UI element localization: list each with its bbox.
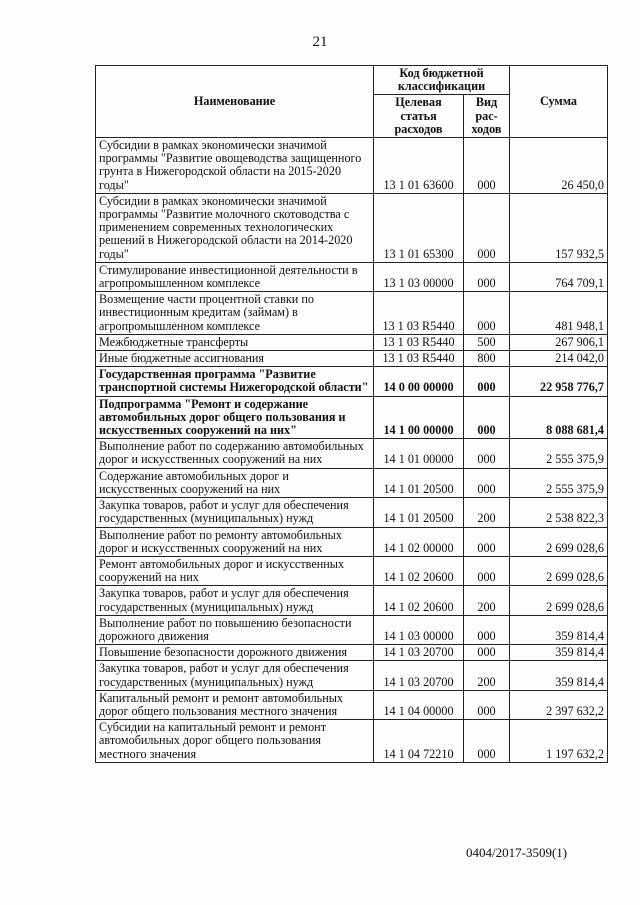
cell-name: Стимулирование инвестиционной деятельности в агропромышленном комплексе (96, 262, 374, 291)
cell-target-article: 14 1 00 00000 (374, 396, 464, 439)
cell-target-article: 13 1 03 R5440 (374, 292, 464, 335)
cell-target-article: 13 1 03 00000 (374, 262, 464, 291)
cell-expense-type: 500 (464, 334, 510, 350)
cell-name: Подпрограмма "Ремонт и содержание автомобильных дорог общего пользования и искусственных сооружений на них" (96, 396, 374, 439)
table-row (96, 292, 608, 335)
cell-amount: 2 699 028,6 (510, 586, 608, 615)
table-row (96, 645, 608, 661)
table-row (96, 367, 608, 396)
table-row (96, 262, 608, 291)
cell-amount: 26 450,0 (510, 138, 608, 194)
cell-amount: 2 555 375,9 (510, 468, 608, 497)
cell-amount: 2 699 028,6 (510, 527, 608, 556)
cell-amount: 481 948,1 (510, 292, 608, 335)
table-row (96, 661, 608, 690)
header-expense-type: Вид рас-ходов (464, 95, 510, 138)
cell-name: Выполнение работ по содержанию автомобильных дорог и искусственных сооружений на них (96, 439, 374, 468)
cell-amount: 1 197 632,2 (510, 720, 608, 763)
cell-amount: 267 906,1 (510, 334, 608, 350)
cell-amount: 22 958 776,7 (510, 367, 608, 396)
cell-target-article: 14 1 04 72210 (374, 720, 464, 763)
cell-target-article: 14 1 01 20500 (374, 468, 464, 497)
cell-expense-type: 000 (464, 262, 510, 291)
cell-amount: 2 397 632,2 (510, 690, 608, 719)
table-row (96, 439, 608, 468)
cell-name: Субсидии на капитальный ремонт и ремонт автомобильных дорог общего пользования местного значения (96, 720, 374, 763)
cell-amount: 359 814,4 (510, 661, 608, 690)
cell-name: Повышение безопасности дорожного движения (96, 645, 374, 661)
cell-name: Иные бюджетные ассигнования (96, 351, 374, 367)
cell-expense-type: 000 (464, 720, 510, 763)
cell-amount: 8 088 681,4 (510, 396, 608, 439)
cell-expense-type: 000 (464, 645, 510, 661)
cell-name: Межбюджетные трансферты (96, 334, 374, 350)
cell-amount: 157 932,5 (510, 193, 608, 262)
cell-target-article: 14 1 01 20500 (374, 498, 464, 527)
cell-name: Закупка товаров, работ и услуг для обеспечения государственных (муниципальных) нужд (96, 661, 374, 690)
cell-target-article: 14 1 03 00000 (374, 615, 464, 644)
table-row (96, 498, 608, 527)
cell-amount: 2 538 822,3 (510, 498, 608, 527)
table-row (96, 138, 608, 194)
cell-name: Субсидии в рамках экономически значимой программы "Развитие молочного скотоводства с применением современных технологических решений в Нижегородской области на 2014-2020 годы" (96, 193, 374, 262)
cell-name: Капитальный ремонт и ремонт автомобильных дорог общего пользования местного значения (96, 690, 374, 719)
cell-expense-type: 000 (464, 292, 510, 335)
cell-target-article: 13 1 03 R5440 (374, 351, 464, 367)
table-row (96, 615, 608, 644)
cell-name: Содержание автомобильных дорог и искусственных сооружений на них (96, 468, 374, 497)
cell-name: Субсидии в рамках экономически значимой программы "Развитие овощеводства защищенного грунта в Нижегородской области на 2015-2020 годы" (96, 138, 374, 194)
cell-amount: 359 814,4 (510, 645, 608, 661)
table-row (96, 556, 608, 585)
cell-amount: 2 699 028,6 (510, 556, 608, 585)
cell-name: Выполнение работ по повышению безопасности дорожного движения (96, 615, 374, 644)
header-name: Наименование (96, 66, 374, 138)
cell-name: Возмещение части процентной ставки по инвестиционным кредитам (займам) в агропромышленном комплексе (96, 292, 374, 335)
page-number: 21 (312, 34, 328, 50)
cell-target-article: 14 1 02 20600 (374, 586, 464, 615)
table-row (96, 690, 608, 719)
cell-expense-type: 200 (464, 498, 510, 527)
table-row (96, 720, 608, 763)
cell-amount: 764 709,1 (510, 262, 608, 291)
cell-amount: 359 814,4 (510, 615, 608, 644)
cell-amount: 2 555 375,9 (510, 439, 608, 468)
table-row (96, 193, 608, 262)
cell-name: Выполнение работ по ремонту автомобильных дорог и искусственных сооружений на них (96, 527, 374, 556)
cell-name: Ремонт автомобильных дорог и искусственных сооружений на них (96, 556, 374, 585)
cell-target-article: 13 1 01 63600 (374, 138, 464, 194)
cell-name: Закупка товаров, работ и услуг для обеспечения государственных (муниципальных) нужд (96, 498, 374, 527)
cell-target-article: 14 1 02 00000 (374, 527, 464, 556)
cell-expense-type: 200 (464, 586, 510, 615)
cell-expense-type: 000 (464, 138, 510, 194)
cell-target-article: 14 1 03 20700 (374, 645, 464, 661)
header-amount: Сумма (510, 66, 608, 138)
cell-expense-type: 000 (464, 193, 510, 262)
cell-expense-type: 000 (464, 439, 510, 468)
cell-target-article: 13 1 01 65300 (374, 193, 464, 262)
document-code: 0404/2017-3509(1) (466, 845, 568, 860)
cell-name: Государственная программа "Развитие транспортной системы Нижегородской области" (96, 367, 374, 396)
cell-expense-type: 000 (464, 468, 510, 497)
cell-name: Закупка товаров, работ и услуг для обеспечения государственных (муниципальных) нужд (96, 586, 374, 615)
cell-expense-type: 000 (464, 367, 510, 396)
cell-target-article: 14 1 02 20600 (374, 556, 464, 585)
table-row (96, 334, 608, 350)
cell-target-article: 14 1 04 00000 (374, 690, 464, 719)
cell-expense-type: 000 (464, 527, 510, 556)
header-target-article: Целевая статья расходов (374, 95, 464, 138)
cell-amount: 214 042,0 (510, 351, 608, 367)
cell-target-article: 14 1 03 20700 (374, 661, 464, 690)
table-row (96, 396, 608, 439)
cell-target-article: 13 1 03 R5440 (374, 334, 464, 350)
table-row (96, 468, 608, 497)
cell-expense-type: 000 (464, 396, 510, 439)
cell-target-article: 14 0 00 00000 (374, 367, 464, 396)
header-code-group: Код бюджетной классификации (374, 66, 510, 95)
budget-table (95, 65, 608, 763)
cell-expense-type: 000 (464, 690, 510, 719)
table-row (96, 351, 608, 367)
table-row (96, 527, 608, 556)
cell-expense-type: 000 (464, 615, 510, 644)
table-row (96, 586, 608, 615)
cell-expense-type: 800 (464, 351, 510, 367)
cell-expense-type: 000 (464, 556, 510, 585)
cell-target-article: 14 1 01 00000 (374, 439, 464, 468)
cell-expense-type: 200 (464, 661, 510, 690)
